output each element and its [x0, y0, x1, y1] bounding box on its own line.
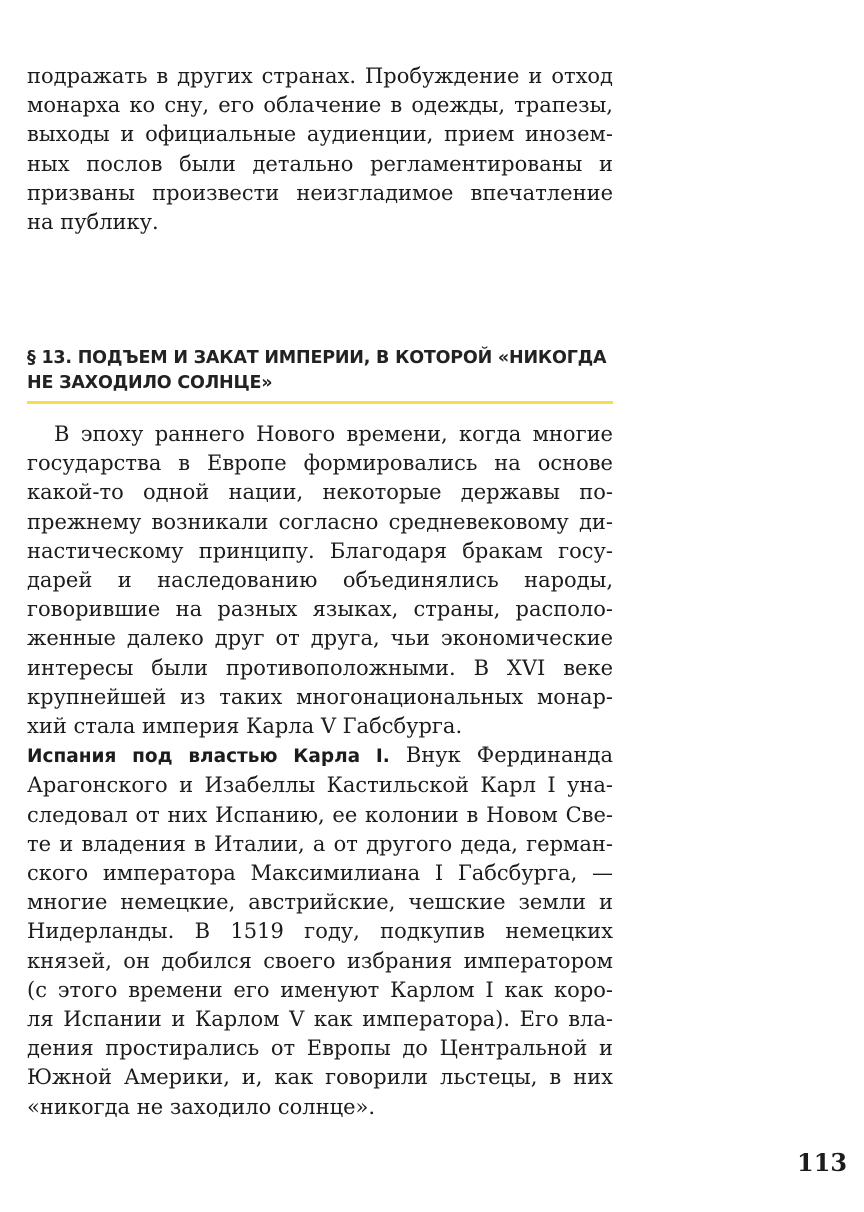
text-line: выходы и официальные аудиенции, прием инозем- — [27, 122, 613, 147]
section-heading-line: НЕ ЗАХОДИЛО СОЛНЦЕ» — [27, 373, 273, 393]
text-line: В эпоху раннего Нового времени, когда многие — [54, 422, 613, 446]
text-line: дения простирались от Европы до Центральной и — [27, 1036, 613, 1061]
text-fragment: Внук Фердинанда — [389, 743, 613, 768]
text-line: дарей и наследованию объединялись народы, — [27, 568, 613, 593]
text-line: князей, он добился своего избрания императором — [27, 948, 613, 973]
section-body — [27, 420, 613, 1122]
text-line: Арагонского и Изабеллы Кастильской Карл I уна- — [27, 773, 613, 798]
text-line: ных послов были детально регламентированы и — [27, 151, 613, 176]
section-heading-line: § 13. ПОДЪЕМ И ЗАКАТ ИМПЕРИИ, В КОТОРОЙ «НИКОГДА — [27, 348, 607, 368]
subsection-title: Испания под властью Карла I. — [27, 746, 390, 768]
text-line: настическому принципу. Благодаря бракам госу- — [27, 538, 613, 563]
text-line: (с этого времени его именуют Карлом I как коро- — [27, 977, 613, 1002]
text-line: многие немецкие, австрийские, чешские земли и — [27, 890, 613, 915]
text-line: какой-то одной нации, некоторые державы по- — [27, 480, 613, 505]
text-line — [27, 741, 613, 771]
text-line: интересы были противоположными. В XVI веке — [27, 655, 613, 680]
text-line: женные далеко друг от друга, чьи экономические — [27, 626, 613, 651]
text-line: следовал от них Испанию, ее колонии в Новом Све- — [27, 802, 613, 827]
text-line: призваны произвести неизгладимое впечатление — [27, 180, 613, 205]
text-line: хий стала империя Карла V Габсбурга. — [27, 714, 463, 739]
intro-paragraph — [27, 62, 613, 237]
text-line: ского императора Максимилиана I Габсбурга, — — [27, 861, 613, 886]
text-line: монарха ко сну, его облачение в одежды, трапезы, — [27, 93, 613, 118]
heading-underline — [27, 401, 613, 404]
section-heading — [27, 346, 613, 396]
text-line: крупнейшей из таких многонациональных монар- — [27, 684, 613, 709]
text-line: прежнему возникали согласно средневековому ди- — [27, 509, 613, 534]
text-line: на публику. — [27, 210, 159, 235]
text-line: «никогда не заходило солнце». — [27, 1094, 376, 1119]
page-number: 113 — [797, 1148, 848, 1177]
text-line: государства в Европе формировались на основе — [27, 451, 613, 476]
text-line: Южной Америки, и, как говорили льстецы, в них — [27, 1065, 613, 1090]
text-line: ля Испании и Карлом V как императора). Его вла- — [27, 1007, 613, 1032]
text-line: подражать в других странах. Пробуждение и отход — [27, 64, 613, 88]
text-line: говорившие на разных языках, страны, располо- — [27, 597, 613, 622]
text-line: те и владения в Италии, а от другого деда, герман- — [27, 831, 613, 856]
text-line: Нидерланды. В 1519 году, подкупив немецких — [27, 919, 613, 944]
